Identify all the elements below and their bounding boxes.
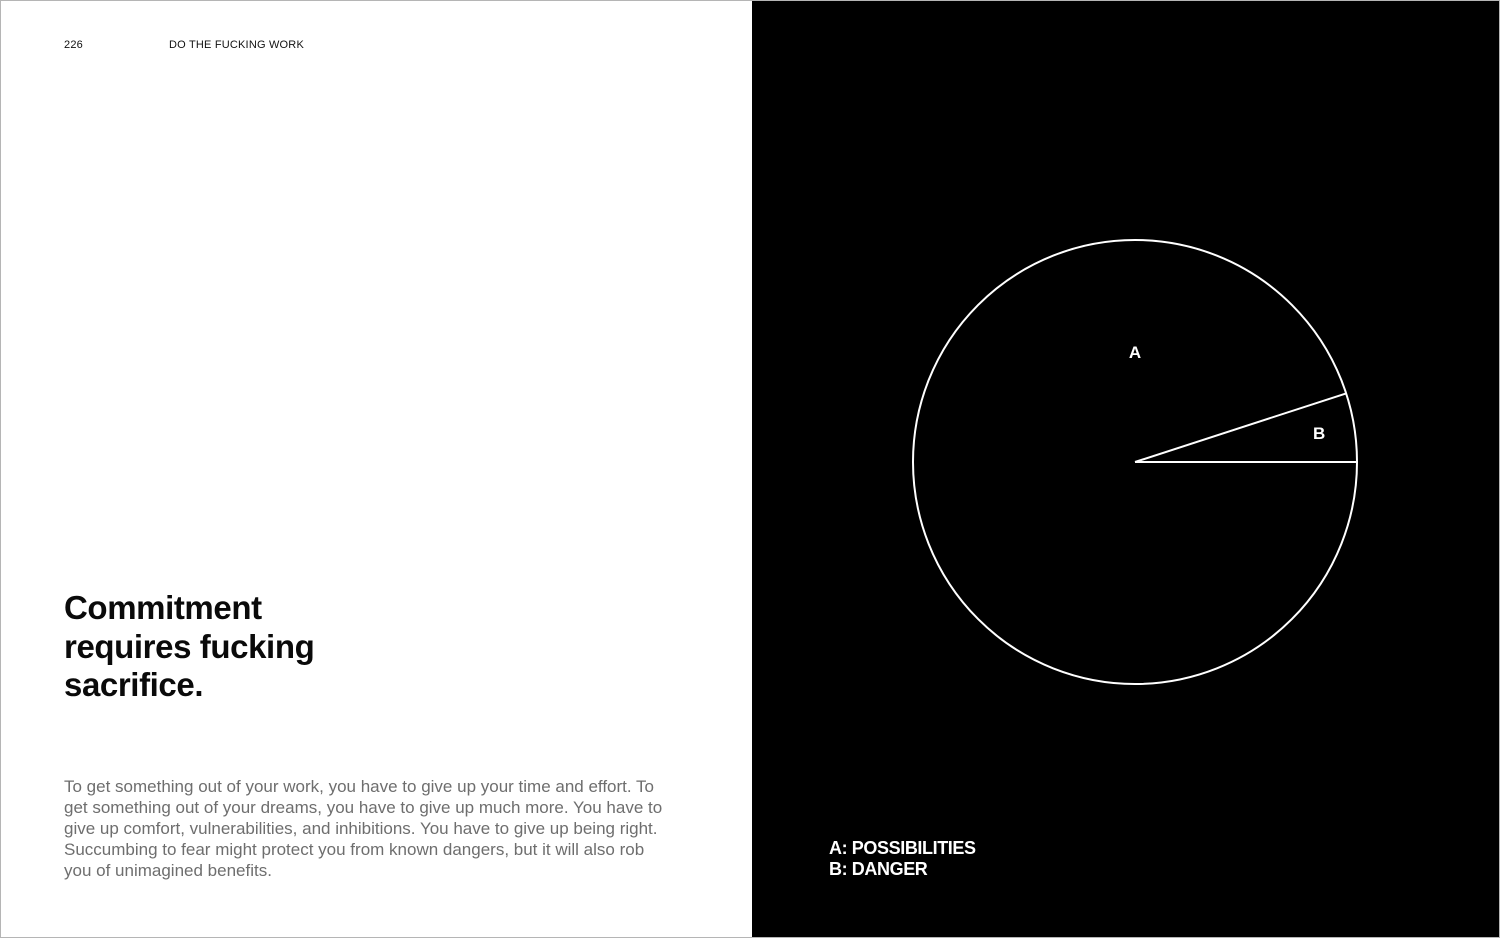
headline bbox=[64, 589, 484, 705]
slice-label-a: A bbox=[1128, 343, 1142, 362]
left-page bbox=[1, 1, 751, 938]
legend-item-b: B: DANGER bbox=[829, 859, 928, 879]
legend-item-a: A: POSSIBILITIES bbox=[829, 838, 976, 858]
pie-slice-a bbox=[913, 240, 1357, 684]
page-number: 226 bbox=[64, 39, 83, 51]
pie-chart bbox=[752, 1, 1500, 938]
headline-line-2: requires fucking bbox=[64, 627, 315, 665]
headline-line-3: sacrifice. bbox=[64, 666, 204, 703]
headline-line-1: Commitment bbox=[64, 589, 262, 626]
chart-legend bbox=[829, 838, 976, 880]
running-head: DO THE FUCKING WORK bbox=[169, 39, 304, 51]
right-page bbox=[752, 1, 1500, 938]
slice-label-b: B bbox=[1313, 423, 1326, 443]
body-paragraph: To get something out of your work, you have to give up your time and effort. To get something out of your dreams, you have to give up much more. You have to give up comfort, vulnerabilities, and inhibitions. You have to give up being right. Succumbing to fear might protect you from known dangers, but it will also rob you of unimagined benefits. bbox=[64, 777, 663, 880]
